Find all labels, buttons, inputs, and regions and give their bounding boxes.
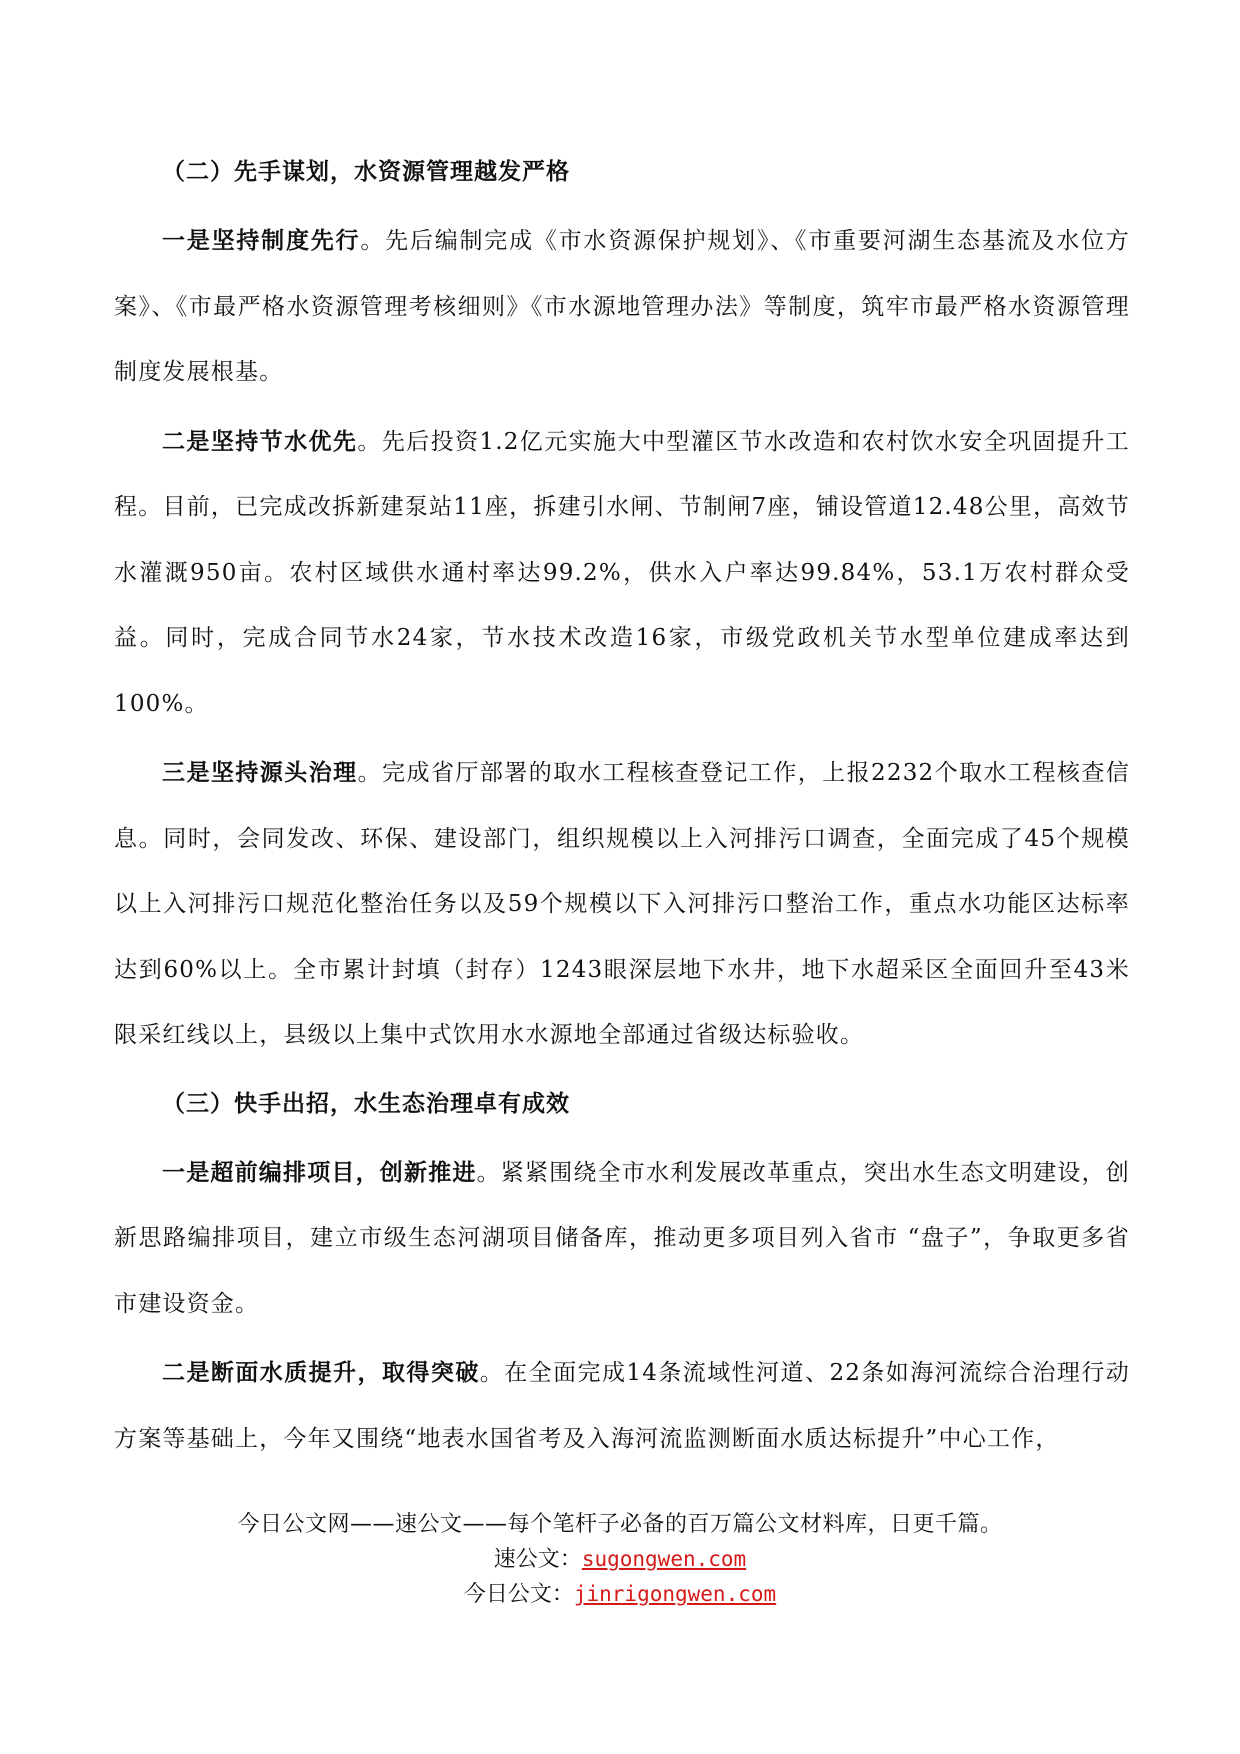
paragraph	[114, 208, 1130, 406]
paragraph-lead: 一是坚持制度先行	[162, 227, 361, 254]
paragraph-text: 。完成省厅部署的取水工程核查登记工作，上报2232个取水工程核查信息。同时，会同发改、环保、建设部门，组织规模以上入河排污口调查，全面完成了45个规模以上入河排污口规范化整治任务以及59个规模以下入河排污口整治工作，重点水功能区达标率达到60%以上。全市累计封填（封存）1243眼深层地下水井，地下水超采区全面回升至43米限采红线以上，县级以上集中式饮用水水源地全部通过省级达标验收。	[114, 760, 1130, 1048]
footer-site-sugongwen	[0, 1542, 1240, 1577]
paragraph-lead: 二是坚持节水优先	[162, 427, 358, 455]
paragraph-lead: 三是坚持源头治理	[162, 759, 358, 786]
paragraph-lead: 一是超前编排项目，创新推进	[162, 1158, 477, 1186]
footer-site-jinrigongwen	[0, 1577, 1240, 1612]
page-footer	[0, 1508, 1240, 1612]
paragraph	[114, 1340, 1130, 1472]
section-heading-3: （三）快手出招，水生态治理卓有成效	[162, 1089, 570, 1117]
paragraph-lead: 二是断面水质提升，取得突破	[162, 1359, 480, 1386]
footer-slogan: 今日公文网——速公文——每个笔杆子必备的百万篇公文材料库，日更千篇。	[237, 1512, 1003, 1537]
footer-site-label: 速公文：	[493, 1547, 582, 1572]
section-heading-2: （二）先手谋划，水资源管理越发严格	[162, 158, 570, 185]
paragraph	[114, 740, 1130, 1069]
paragraph	[114, 1140, 1130, 1338]
footer-site-link[interactable]: sugongwen.com	[581, 1547, 747, 1571]
paragraph-text: 。先后编制完成《市水资源保护规划》、《市重要河湖生态基流及水位方案》、《市最严格水资源管理考核细则》《市水源地管理办法》等制度，筑牢市最严格水资源管理制度发展根基。	[114, 228, 1130, 385]
paragraph-text: 。紧紧围绕全市水利发展改革重点，突出水生态文明建设，创新思路编排项目，建立市级生态河湖项目储备库，推动更多项目列入省市 “盘子”，争取更多省市建设资金。	[114, 1159, 1131, 1317]
footer-site-label: 今日公文：	[463, 1582, 574, 1607]
paragraph-text: 。先后投资1.2亿元实施大中型灌区节水改造和农村饮水安全巩固提升工程。目前，已完成改拆新建泵站11座，拆建引水闸、节制闸7座，铺设管道12.48公里，高效节水灌溉950亩。农村区域供水通村率达99.2%，供水入户率达99.84%，53.1万农村群众受益。同时，完成合同节水24家，节水技术改造16家，市级党政机关节水型单位建成率达到100%。	[114, 428, 1130, 717]
footer-site-link[interactable]: jinrigongwen.com	[573, 1582, 777, 1606]
paragraph	[114, 409, 1130, 738]
document-body	[114, 140, 1130, 1475]
paragraph-text: 。在全面完成14条流域性河道、22条如海河流综合治理行动方案等基础上，今年又围绕“地表水国省考及入海河流监测断面水质达标提升”中心工作，	[114, 1360, 1130, 1452]
